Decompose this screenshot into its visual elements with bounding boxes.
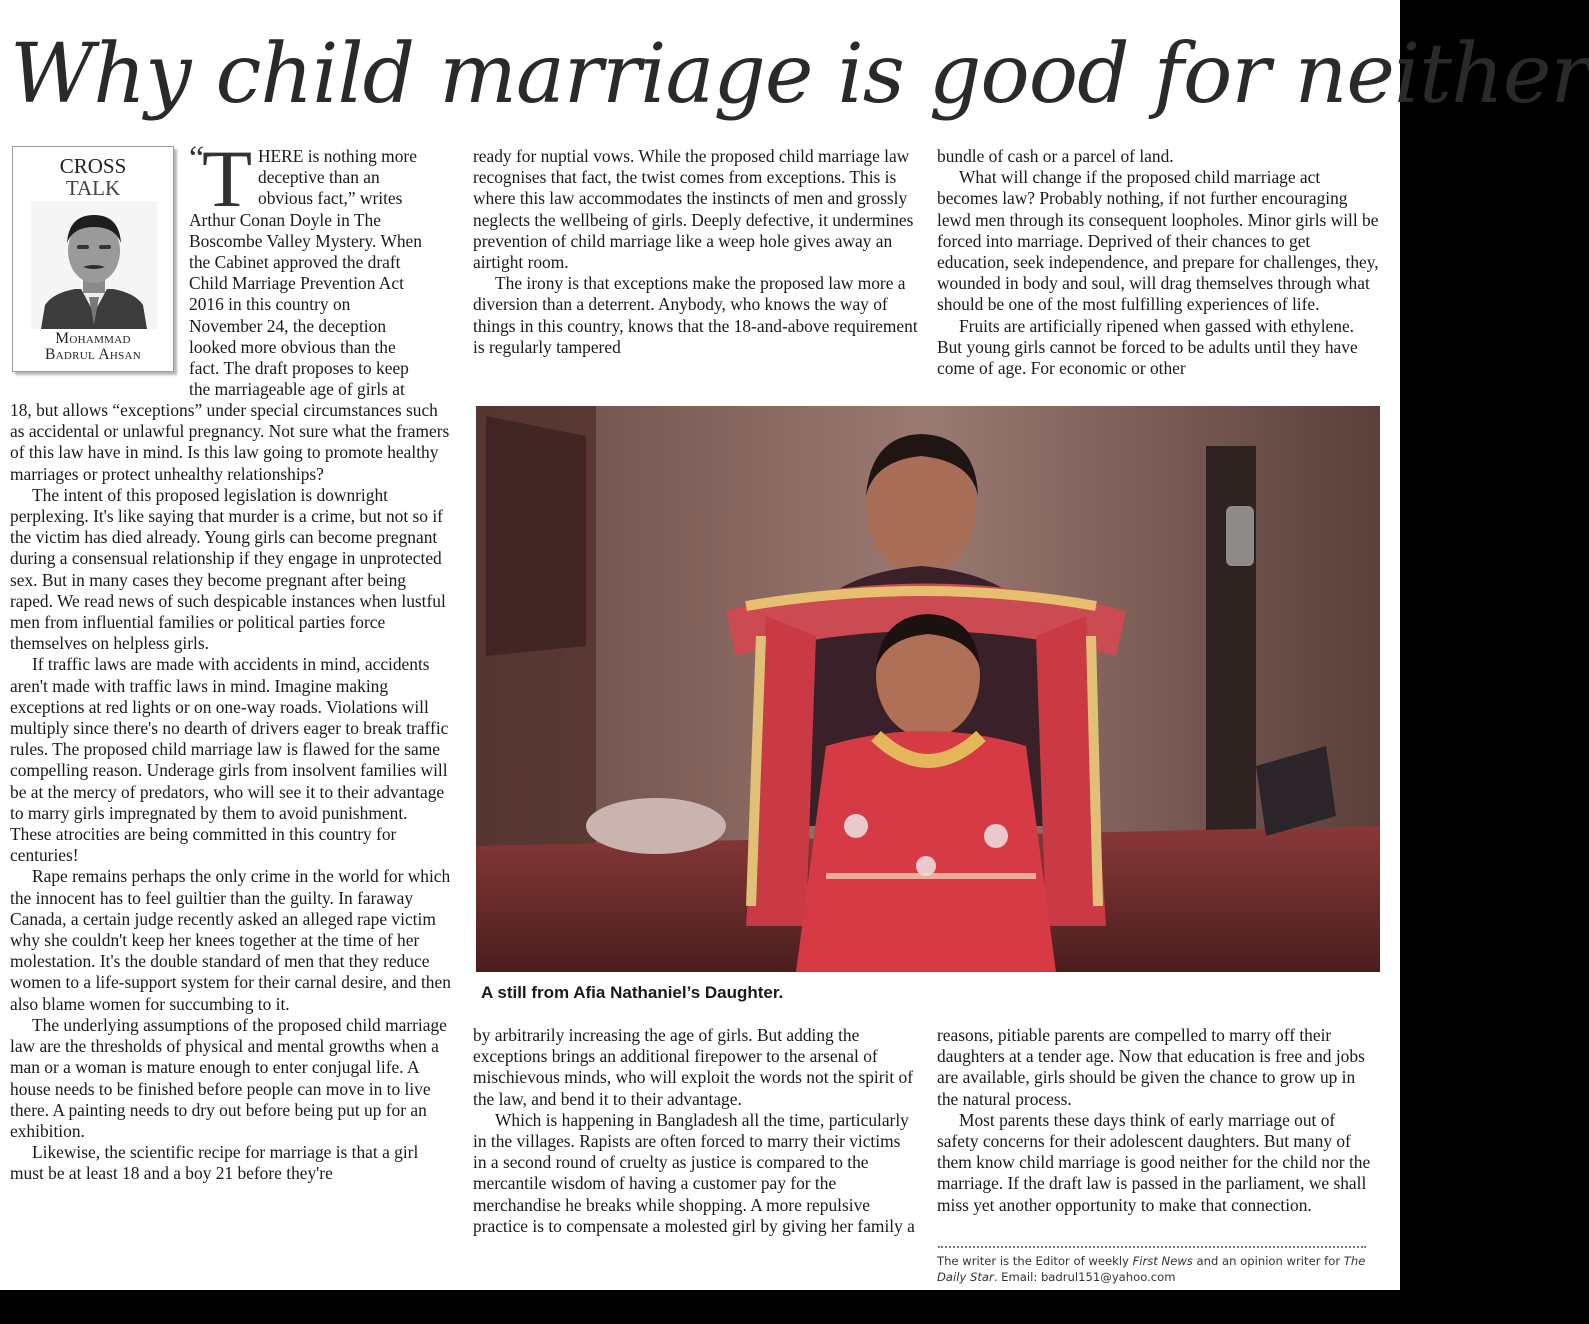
writer-note [937,1254,1377,1285]
author-portrait-image [31,201,157,329]
opening-line: Boscombe Valley Mystery. When [189,230,422,251]
publication-daily-star: The Daily Star [937,1254,1366,1284]
author-name-last: Badrul Ahsan [45,346,141,363]
paragraph: bundle of cash or a parcel of land. [937,146,1174,166]
opening-line: looked more obvious than the [189,336,396,357]
opening-line: the marriageable age of girls at [189,379,405,400]
column-title-talk: TALK [65,176,121,200]
cross-talk-box [12,146,174,372]
author-name-first: Mohammad [55,330,131,347]
paragraph: The underlying assumptions of the proposed child marriage law are the thresholds of physical and mental growths when a man or a woman is mature enough to enter conjugal life. A house needs to be finished before people can move in to live there. A painting needs to dry out before being put up for an exhibition. [10,1014,447,1141]
opening-line: 2016 in this country on [189,294,351,315]
dotted-divider [938,1246,1366,1248]
writer-note-suffix: . Email: badrul151@yahoo.com [993,1269,1176,1284]
headline: Why child marriage is good for neither [10,27,1589,122]
opening-line: the Cabinet approved the draft [189,252,401,272]
photo-caption: A still from Afia Nathaniel’s Daughter. [481,983,784,1002]
paragraph: The intent of this proposed legislation is downright perplexing. It's like saying that murder is a crime, but not so if the victim has died already. Young girls can become pregnant during a consensual relationship if they engage in unprotected sex. But in many cases they become pregnant after being raped. We read news of such despicable instances when lustful men from influential families or political parties force themselves on helpless girls. [10,484,446,654]
paragraph: Which is happening in Bangladesh all the time, particularly in the villages. Rapists are often forced to marry their victims in a second round of cruelty as justice is compared to the mercantile wisdom of having a customer pay for the merchandise he breaks while shopping. A more repulsive practice is to compensate a molested girl by giving her family a [473,1109,915,1236]
writer-note-middle: and an opinion writer for [1192,1254,1344,1268]
column-2-bottom [473,1025,918,1237]
paragraph: 18, but allows “exceptions” under special circumstances such as accidental or unlawful pregnancy. Not sure what the framers of this law have in mind. Is this law going to promote healthy marriages or protect unhealthy relationships? [10,400,450,484]
opening-line: HERE is nothing more [258,146,417,166]
opening-line: Child Marriage Prevention Act [189,273,404,294]
column-2-top [473,146,918,358]
opening-lines-lower [189,210,449,401]
opening-line: November 24, the deception [189,315,387,336]
column-3-top [937,146,1382,379]
paragraph: What will change if the proposed child marriage act becomes law? Probably nothing, if not further encouraging lewd men through its consequent loopholes. Minor girls will be forced into marriage. Deprived of their chances to get education, seek independence, and prepare for challenges, they, wounded in body and soul, will drag themselves through what should be one of the most fulfilling experiences of life. [937,167,1379,315]
paragraph: If traffic laws are made with accidents in mind, accidents aren't made with traffic laws in mind. Imagine making exceptions at red lights or on one-way roads. Violations will multiply since there's no dearth of drivers eager to break traffic rules. The proposed child marriage law is flawed for the same compelling reason. Underage girls from insolvent families will be at the mercy of predators, who will see it to their advantage to marry girls impregnated by them to avoid punishment. These atrocities are being committed in this country for centuries! [10,654,449,866]
opening-line: Arthur Conan Doyle in The [189,209,381,230]
writer-note-prefix: The writer is the Editor of weekly [937,1254,1133,1268]
column-1 [10,400,452,1185]
paragraph: Most parents these days think of early marriage out of safety concerns for their adolescent daughters. But many of them know child marriage is good neither for the child nor the marriage. If the draft law is passed in the parliament, we shall miss yet another opportunity to make that connection. [937,1109,1371,1215]
author-portrait [31,201,157,329]
publication-first-news: First News [1132,1254,1193,1268]
column-3-bottom [937,1025,1377,1216]
drop-cap: T [202,133,253,224]
film-still-photo [476,406,1380,972]
paragraph: Fruits are artificially ripened when gassed with ethylene. But young girls cannot be forced to be adults until they have come of age. For economic or other [937,315,1358,379]
paragraph: The irony is that exceptions make the proposed law more a diversion than a deterrent. Anybody, who knows the way of things in this country, knows that the 18-and-above requirement is regularly tampered [473,273,918,357]
opening-line: fact. The draft proposes to keep [189,358,409,379]
column-title-cross: CROSS [59,154,127,178]
paragraph: Likewise, the scientific recipe for marriage is that a girl must be at least 18 and a boy 21 before they're [10,1142,419,1184]
paragraph: reasons, pitiable parents are compelled to marry off their daughters at a tender age. Now that education is free and jobs are available, girls should be given the chance to grow up in the natural process. [937,1025,1365,1109]
opening-lines-upper [258,146,448,210]
opening-quote-mark: “ [189,140,205,177]
paragraph: Rape remains perhaps the only crime in the world for which the innocent has to feel guiltier than the guilty. In faraway Canada, a certain judge recently asked an alleged rape victim why she couldn't keep her knees together at the time of her molestation. It's the double standard of men that they reduce women to a life-support system for their carnal desire, and then also blame women for succumbing to it. [10,866,451,1014]
opening-line: deceptive than an [258,167,380,188]
paragraph: ready for nuptial vows. While the proposed child marriage law recognises that fact, the twist comes from exceptions. This is where this law accommodates the instincts of men and grossly neglects the wellbeing of girls. Deeply defective, it undermines prevention of child marriage like a weep hole gives away an airtight room. [473,146,914,273]
paragraph: by arbitrarily increasing the age of girls. But adding the exceptions brings an additional firepower to the arsenal of mischievous minds, who will exploit the words not the spirit of the law, and bend it to their advantage. [473,1025,914,1109]
film-still-image [476,406,1380,972]
opening-line: obvious fact,” writes [258,188,403,209]
